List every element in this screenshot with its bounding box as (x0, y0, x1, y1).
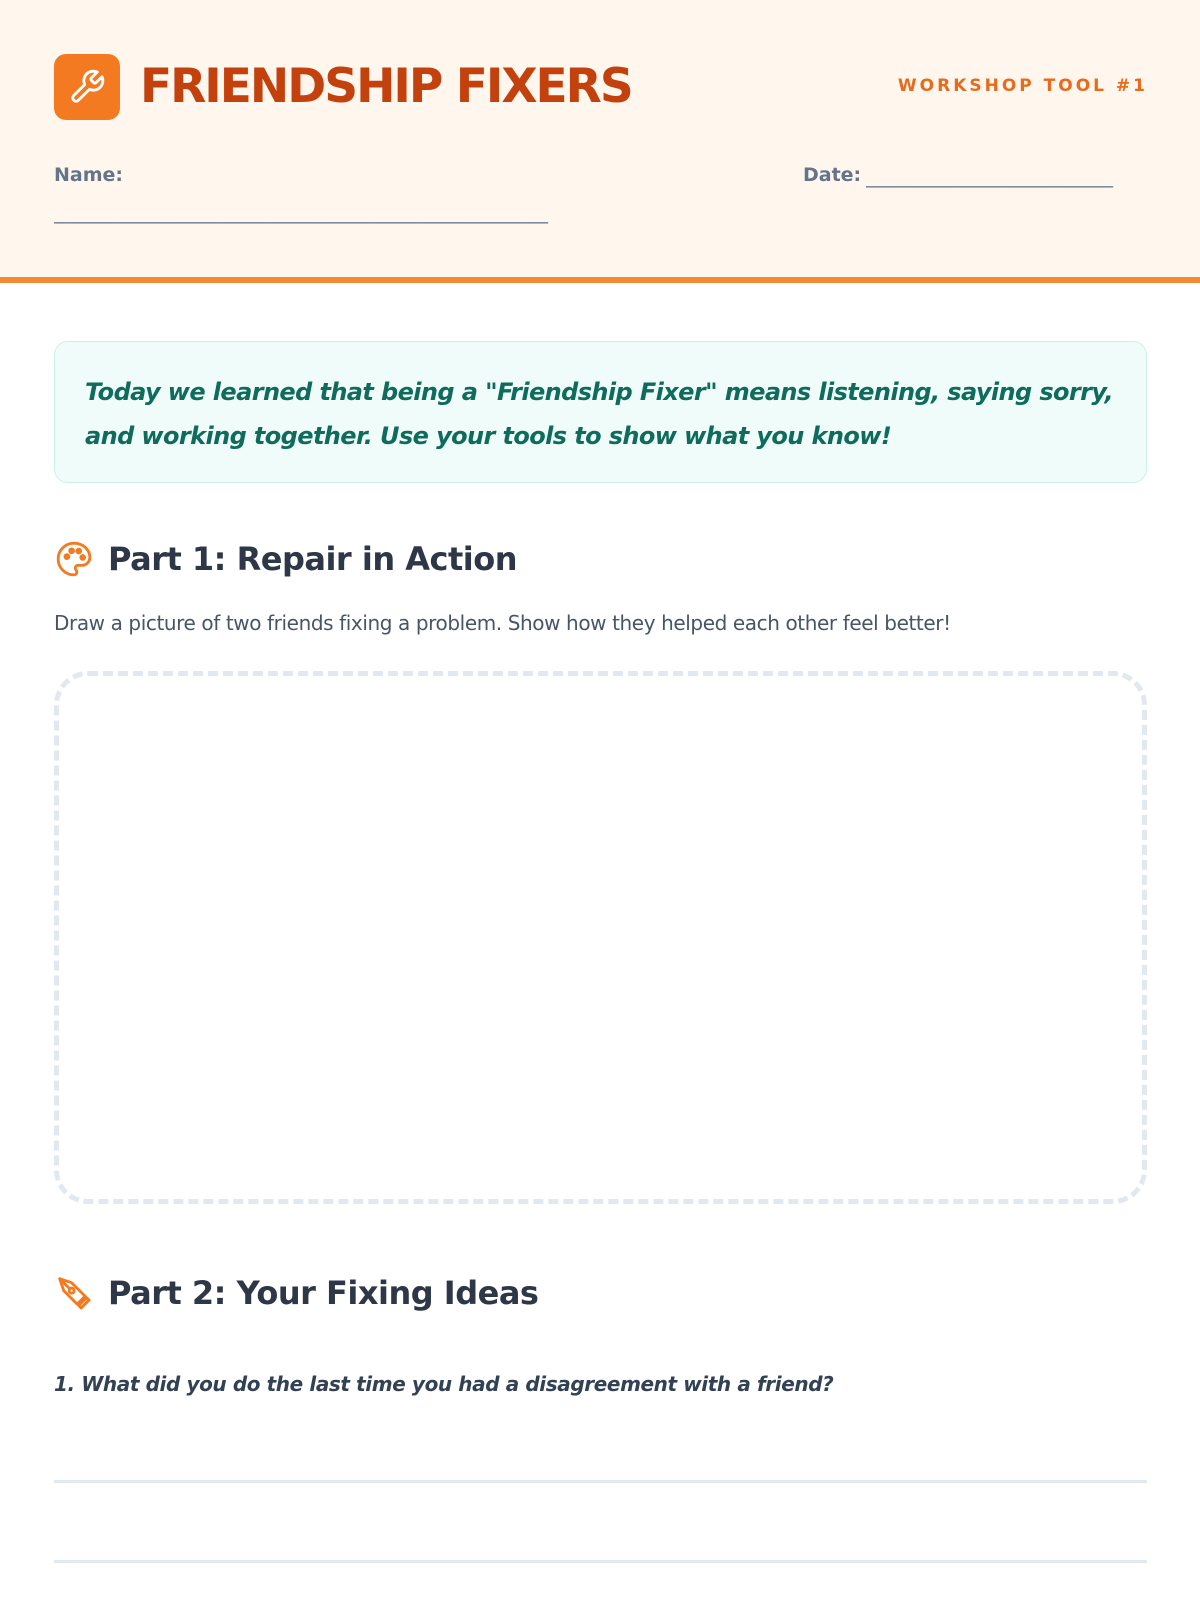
name-field-line[interactable]: ____________________________________________________ (54, 202, 548, 224)
part1-title: Part 1: Repair in Action (108, 540, 517, 578)
part1-instructions: Draw a picture of two friends fixing a problem. Show how they helped each other feel better! (54, 611, 951, 635)
part2-title: Part 2: Your Fixing Ideas (108, 1274, 539, 1312)
name-label: Name: (54, 164, 124, 186)
workshop-tool-tag: WORKSHOP TOOL #1 (897, 76, 1148, 96)
wrench-icon (54, 54, 120, 120)
date-field-line[interactable]: __________________________ (866, 166, 1113, 188)
part1-heading (54, 539, 517, 579)
pen-tool-icon (54, 1273, 94, 1313)
answer-line[interactable] (54, 1560, 1147, 1563)
answer-line[interactable] (54, 1480, 1147, 1483)
drawing-area[interactable] (54, 671, 1147, 1204)
palette-icon (54, 539, 94, 579)
date-label: Date: (803, 164, 862, 186)
question-1: 1. What did you do the last time you had a disagreement with a friend? (54, 1372, 834, 1396)
worksheet-title: FRIENDSHIP FIXERS (140, 59, 632, 114)
part2-heading (54, 1273, 538, 1313)
worksheet-header (0, 0, 1200, 283)
intro-callout: Today we learned that being a "Friendship Fixer" means listening, saying sorry, and working together. Use your tools to show what you know! (54, 341, 1147, 483)
